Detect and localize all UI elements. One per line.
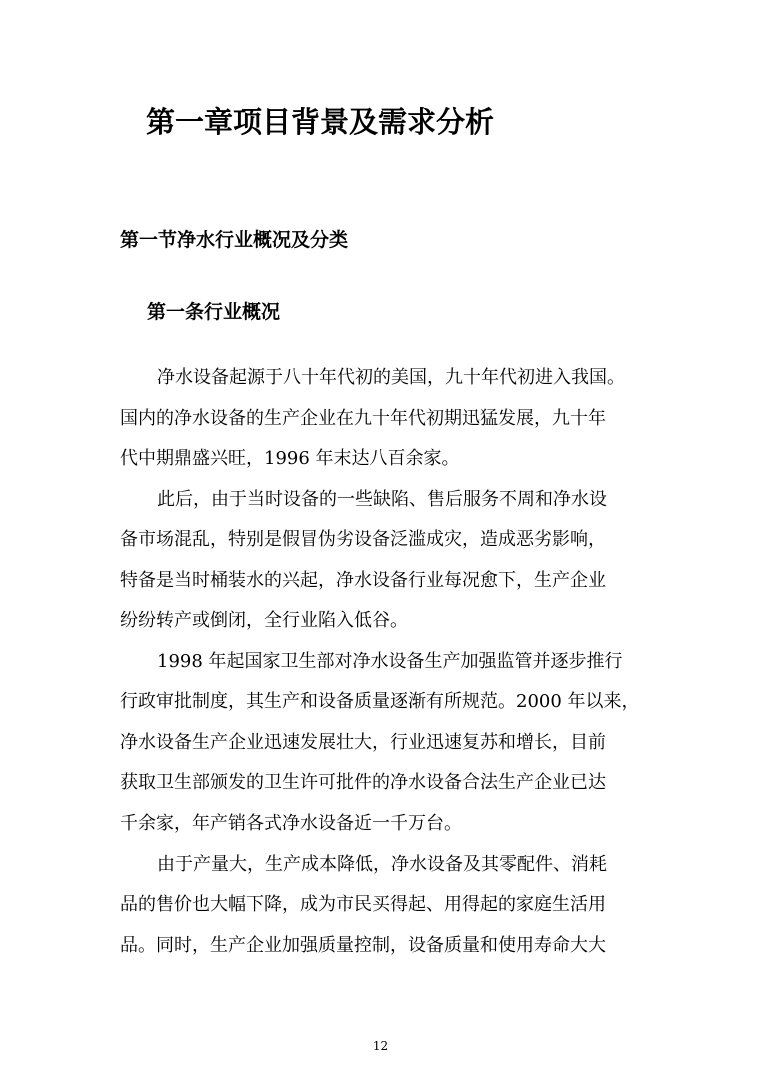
text-line: 获取卫生部颁发的卫生许可批件的净水设备合法生产企业已达 — [120, 772, 606, 794]
text-line: 特备是当时桶装水的兴起，净水设备行业每况愈下，生产企业 — [120, 569, 606, 591]
text-line: 由于产量大，生产成本降低，净水设备及其零配件、消耗 — [157, 853, 607, 875]
text-line: 代中期鼎盛兴旺，1996 年末达八百余家。 — [120, 448, 460, 470]
text-line: 品。同时，生产企业加强质量控制，设备质量和使用寿命大大 — [120, 934, 606, 956]
chapter-title: 第一章项目背景及需求分析 — [146, 105, 495, 139]
text-line: 千余家，年产销各式净水设备近一千万台。 — [120, 813, 462, 835]
text-line: 品的售价也大幅下降，成为市民买得起、用得起的家庭生活用 — [120, 894, 606, 916]
section-title: 第一节净水行业概况及分类 — [120, 229, 349, 251]
body-text — [120, 358, 660, 966]
text-line: 行政审批制度，其生产和设备质量逐渐有所规范。2000 年以来， — [120, 691, 640, 713]
page-number: 12 — [372, 1039, 389, 1053]
text-line: 此后，由于当时设备的一些缺陷、售后服务不周和净水设 — [157, 488, 607, 510]
text-line: 1998 年起国家卫生部对净水设备生产加强监管并逐步推行 — [157, 650, 623, 672]
text-line: 备市场混乱，特别是假冒伪劣设备泛滥成灾，造成恶劣影响， — [120, 529, 606, 551]
text-line: 国内的净水设备的生产企业在九十年代初期迅猛发展，九十年 — [120, 407, 606, 429]
text-line: 纷纷转产或倒闭，全行业陷入低谷。 — [120, 610, 408, 632]
text-line: 净水设备起源于八十年代初的美国，九十年代初进入我国。 — [157, 367, 625, 388]
text-line: 净水设备生产企业迅速发展壮大，行业迅速复苏和增长，目前 — [120, 731, 606, 753]
article-title: 第一条行业概况 — [147, 301, 281, 323]
